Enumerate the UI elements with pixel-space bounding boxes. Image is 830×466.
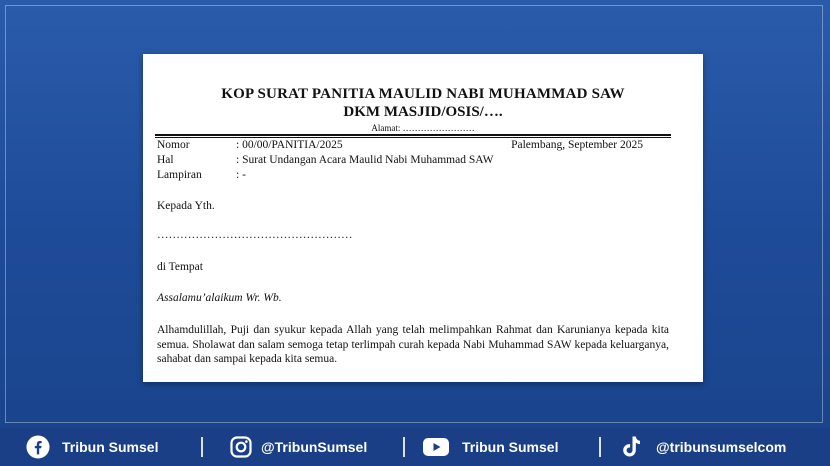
- recipient-greeting: Kepada Yth.: [157, 200, 215, 212]
- facebook-icon: [26, 435, 50, 459]
- facebook-label: Tribun Sumsel: [62, 439, 159, 455]
- nomor-label: Nomor: [157, 139, 190, 151]
- letterhead-divider-thick: [155, 134, 671, 136]
- tiktok-label: @tribunsumselcom: [656, 439, 787, 455]
- hal-value: : Surat Undangan Acara Maulid Nabi Muhammad SAW: [236, 154, 494, 166]
- lampiran-value: : -: [236, 169, 246, 181]
- footer-tiktok[interactable]: [620, 428, 786, 466]
- letterhead-subtitle: DKM MASJID/OSIS/….: [343, 104, 503, 120]
- letter-date: Palembang, September 2025: [511, 139, 643, 151]
- recipient-place: di Tempat: [157, 261, 203, 273]
- letterhead-divider-thin: [155, 137, 671, 138]
- footer-separator: [201, 437, 203, 457]
- footer-facebook[interactable]: [26, 428, 158, 466]
- letter-body-paragraph: Alhamdulillah, Puji dan syukur kepada Allah yang telah melimpahkan Rahmat dan Karunianya kepada kita semua. Sholawat dan salam semoga tetap terlimpah curah kepada Nabi Muhammad SAW kepada keluarganya, sahabat dan sampai kepada kita semua.: [157, 324, 669, 365]
- nomor-value: : 00/00/PANITIA/2025: [236, 139, 343, 151]
- letterhead-address: Alamat: ……………………: [371, 123, 475, 133]
- social-footer: [0, 428, 830, 466]
- salam-opening: Assalamu’alaikum Wr. Wb.: [157, 292, 282, 304]
- lampiran-label: Lampiran: [157, 169, 202, 181]
- youtube-icon: [422, 435, 450, 459]
- hal-label: Hal: [157, 154, 174, 166]
- footer-separator: [599, 437, 601, 457]
- recipient-blank: ……………………………………………: [157, 229, 353, 241]
- instagram-icon: [229, 435, 253, 459]
- youtube-label: Tribun Sumsel: [462, 439, 559, 455]
- footer-instagram[interactable]: [229, 428, 367, 466]
- letterhead-title: KOP SURAT PANITIA MAULID NABI MUHAMMAD SAW: [221, 86, 625, 102]
- instagram-label: @TribunSumsel: [261, 439, 368, 455]
- footer-youtube[interactable]: [422, 428, 558, 466]
- footer-separator: [403, 437, 405, 457]
- tiktok-icon: [620, 435, 644, 459]
- letter-document: [143, 54, 703, 382]
